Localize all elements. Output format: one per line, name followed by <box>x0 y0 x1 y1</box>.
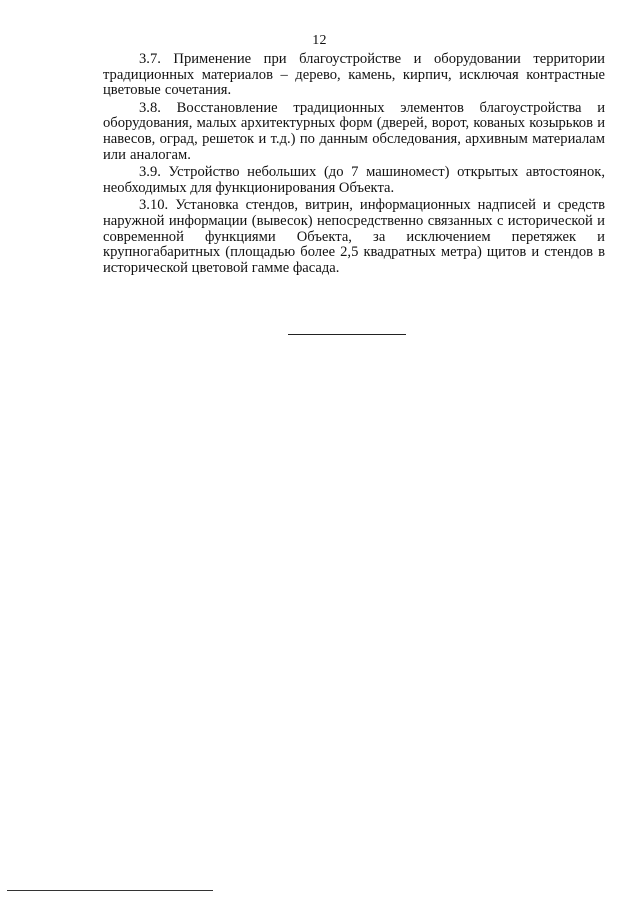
document-body <box>103 52 605 278</box>
paragraph-3-9: 3.9. Устройство небольших (до 7 машиномест) открытых автостоянок, необходимых для функционирования Объекта. <box>103 164 605 196</box>
footnote-separator-rule <box>7 890 213 891</box>
page-number: 12 <box>312 33 327 48</box>
section-end-rule <box>288 334 406 335</box>
paragraph-3-10: 3.10. Установка стендов, витрин, информационных надписей и средств наружной информации (вывесок) непосредственно связанных с исторической и современной функциями Объекта, за исключением перетяжек и крупногабаритных (площадью более 2,5 квадратных метра) щитов и стендов в исторической цветовой гамме фасада. <box>103 197 605 276</box>
paragraph-3-8: 3.8. Восстановление традиционных элементов благоустройства и оборудования, малых архитектурных форм (дверей, ворот, кованых козырьков и навесов, оград, решеток и т.д.) по данным обследования, архивным материалам или аналогам. <box>103 99 605 163</box>
paragraph-3-7: 3.7. Применение при благоустройстве и оборудовании территории традиционных материалов – дерево, камень, кирпич, исключая контрастные цветовые сочетания. <box>103 51 605 99</box>
